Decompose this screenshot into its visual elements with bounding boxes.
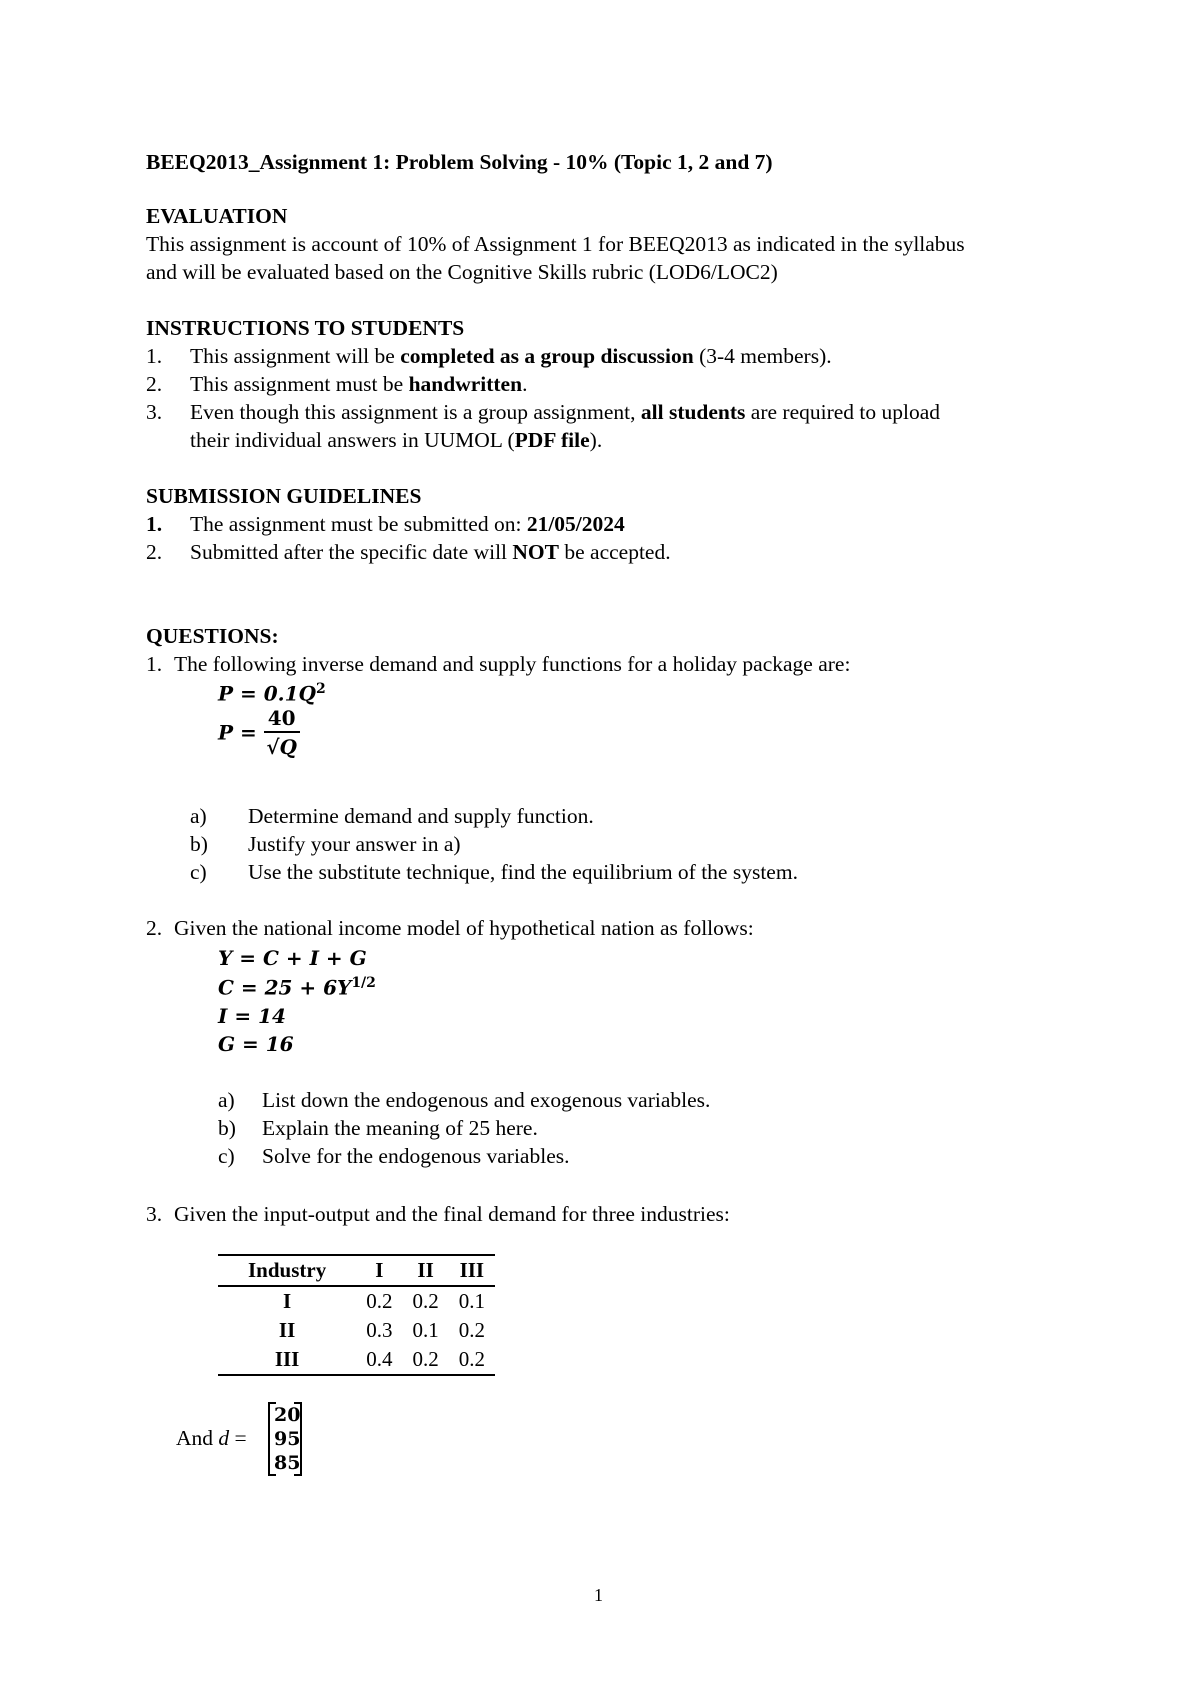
question-2-equation-income: Y = C + I + G [218,946,367,970]
question-2-text: Given the national income model of hypothetical nation as follows: [174,916,754,940]
table-row [218,1286,495,1316]
question-3-number: 3. [146,1202,163,1226]
question-2-part-label: b) [218,1116,236,1140]
table-row [218,1316,495,1345]
vector-entry: 85 [274,1452,301,1474]
table-cell: 0.4 [366,1347,393,1371]
table-cell: 0.2 [458,1318,485,1342]
question-1-equation-demand: P = $\frac{40}{√Q}$ [218,708,300,757]
table-row-label: II [278,1318,296,1342]
question-2-equation-investment: I = 14 [218,1004,286,1028]
instructions-heading: INSTRUCTIONS TO STUDENTS [146,316,465,340]
input-output-table [218,1254,495,1376]
table-row-label: III [274,1347,300,1371]
table-header-cell: III [459,1258,485,1282]
final-demand-label: And d = [176,1426,247,1450]
question-1-part-text: Justify your answer in a) [248,832,461,856]
table-header-cell: Industry [248,1258,327,1282]
question-1-part-label: a) [190,804,207,828]
question-2-part-text: Explain the meaning of 25 here. [262,1116,538,1140]
table-row-label: I [283,1289,292,1313]
instruction-item: This assignment must be handwritten. [190,372,528,396]
question-2-part-label: a) [218,1088,235,1112]
question-1-equation-supply: $P = 0.1Q^2$ [218,681,326,706]
table-header-cell: II [417,1258,434,1282]
evaluation-line-2: and will be evaluated based on the Cognitive Skills rubric (LOD6/LOC2) [146,260,778,284]
vector-entry: 20 [274,1404,301,1426]
question-1-part-text: Determine demand and supply function. [248,804,594,828]
submission-item: The assignment must be submitted on: 21/05/2024 [190,512,625,536]
instruction-item: This assignment will be completed as a group discussion (3-4 members). [190,344,832,368]
document-title: BEEQ2013_Assignment 1: Problem Solving - 10% (Topic 1, 2 and 7) [146,150,773,174]
question-2-equation-consumption: $C = 25 + 6Y^{1/2}$ [218,975,376,1000]
submission-heading: SUBMISSION GUIDELINES [146,484,422,508]
evaluation-line-1: This assignment is account of 10% of Assignment 1 for BEEQ2013 as indicated in the syllabus [146,232,965,256]
table-cell: 0.2 [412,1347,439,1371]
question-1-part-text: Use the substitute technique, find the equilibrium of the system. [248,860,798,884]
instruction-item-continuation: their individual answers in UUMOL (PDF file). [190,428,603,452]
question-2-number: 2. [146,916,163,940]
table-header-row [218,1255,495,1286]
instruction-item: Even though this assignment is a group assignment, all students are required to upload [190,400,941,424]
table-header-cell: I [375,1258,384,1282]
table-cell: 0.2 [366,1289,393,1313]
right-bracket [294,1402,302,1476]
question-3-text: Given the input-output and the final demand for three industries: [174,1202,730,1226]
instruction-item-number: 1. [146,344,163,368]
table-cell: 0.2 [458,1347,485,1371]
table-row [218,1345,495,1375]
table-cell: 0.2 [412,1289,439,1313]
table-cell: 0.1 [412,1318,439,1342]
table-cell: 0.3 [366,1318,393,1342]
question-1-part-label: b) [190,832,208,856]
table-cell: 0.1 [458,1289,485,1313]
question-1-text: The following inverse demand and supply functions for a holiday package are: [174,652,851,676]
questions-heading: QUESTIONS: [146,624,279,648]
question-1-number: 1. [146,652,163,676]
question-2-part-text: List down the endogenous and exogenous variables. [262,1088,711,1112]
page-number: 1 [594,1585,603,1605]
question-2-part-label: c) [218,1144,235,1168]
instruction-item-number: 3. [146,400,163,424]
question-1-part-label: c) [190,860,207,884]
instruction-item-number: 2. [146,372,163,396]
submission-item-number: 2. [146,540,163,564]
submission-item: Submitted after the specific date will NOT be accepted. [190,540,671,564]
submission-item-number: 1. [146,512,163,536]
final-demand-vector [268,1402,302,1474]
vector-entry: 95 [274,1428,301,1450]
evaluation-heading: EVALUATION [146,204,288,228]
question-2-part-text: Solve for the endogenous variables. [262,1144,570,1168]
question-2-equation-government: G = 16 [218,1032,294,1056]
